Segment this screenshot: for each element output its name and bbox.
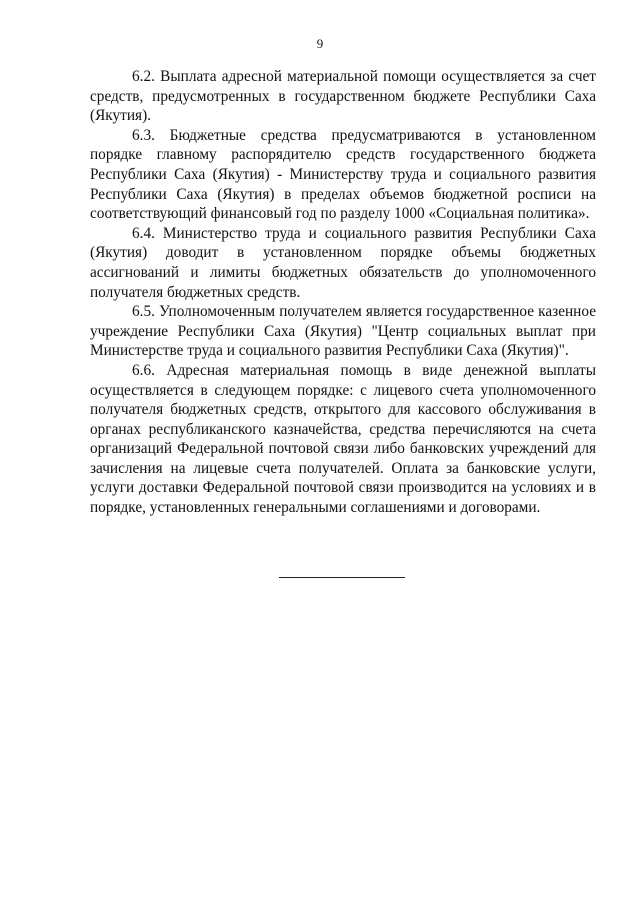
paragraph-6-4: 6.4. Министерство труда и социального развития Республики Саха (Якутия) доводит в установленном порядке объемы бюджетных ассигнований и лимиты бюджетных обязательств до уполномоченного получателя бюджетных средств. [90, 224, 596, 301]
document-body [90, 67, 596, 518]
paragraph-6-6: 6.6. Адресная материальная помощь в виде денежной выплаты осуществляется в следующем порядке: с лицевого счета уполномоченного получателя бюджетных средств, открытого для кассового обслуживания в органах республиканского казначейства, средства перечисляются на счета организаций Федеральной почтовой связи либо банковских учреждений для зачисления на лицевые счета получателей. Оплата за банковские услуги, услуги доставки Федеральной почтовой связи производится на условиях и в порядке, установленных генеральными соглашениями и договорами. [90, 361, 596, 517]
paragraph-6-5: 6.5. Уполномоченным получателем является государственное казенное учреждение Республики Саха (Якутия) "Центр социальных выплат при Министерстве труда и социального развития Республики Саха (Якутия)". [90, 303, 596, 360]
paragraph-6-3: 6.3. Бюджетные средства предусматриваются в установленном порядке главному распорядителю средств государственного бюджета Республики Саха (Якутия) - Министерству труда и социального развития Республики Саха (Якутия) в пределах объемов бюджетной росписи на соответствующий финансовый год по разделу 1000 «Социальная политика». [90, 126, 596, 223]
paragraph-6-2: 6.2. Выплата адресной материальной помощи осуществляется за счет средств, предусмотренных в государственном бюджете Республики Саха (Якутия). [90, 68, 596, 125]
closing-divider-line [279, 577, 405, 578]
page-number: 9 [316, 36, 324, 51]
